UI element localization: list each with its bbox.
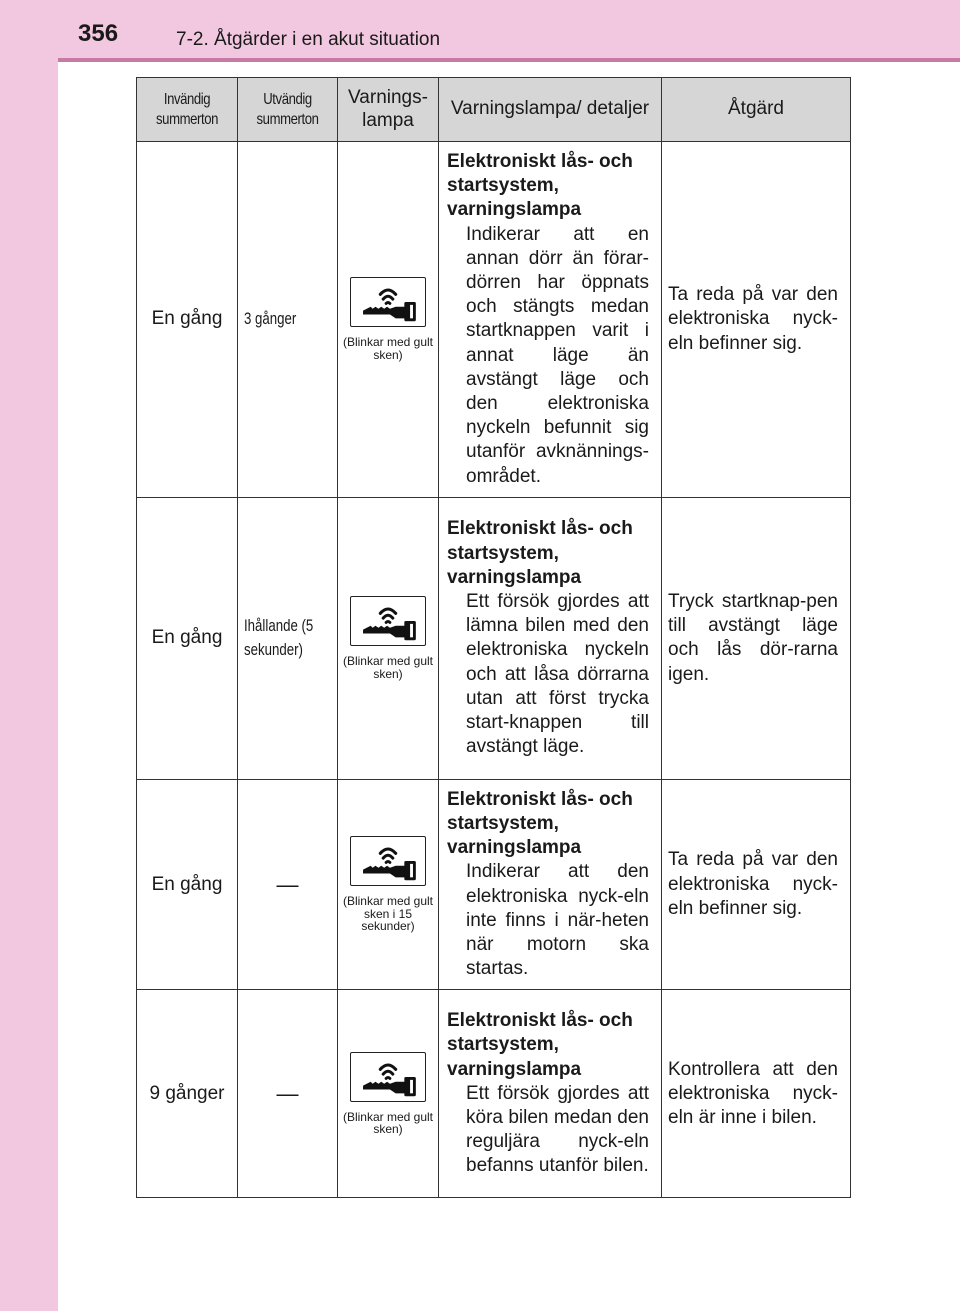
warning-light-cell (338, 990, 439, 1198)
external-buzzer-cell (238, 142, 338, 498)
external-buzzer-text: Ihållande (5 sekunder) (244, 616, 314, 660)
warning-light-cell (338, 779, 439, 990)
internal-buzzer-cell: En gång (137, 779, 238, 990)
header-external-buzzer: Utvändig summerton (238, 78, 338, 142)
detail-body: Indikerar att en annan dörr än förar-dörren har öppnats och stängts medan startknappen varit i annat läge än avstängt läge och den elektroniska nyckeln befunnit sig utanför avknännings-området. (466, 223, 649, 487)
internal-buzzer-cell: En gång (137, 497, 238, 779)
external-buzzer-cell (238, 990, 338, 1198)
table-row (137, 990, 851, 1198)
detail-title: Elektroniskt lås- och startsystem, varningslampa (447, 1010, 633, 1080)
smart-key-warning-icon (350, 277, 426, 327)
lamp-caption: (Blinkar med gult sken) (342, 654, 434, 681)
external-buzzer-text: 3 gånger (244, 309, 297, 329)
table-row (137, 497, 851, 779)
detail-title: Elektroniskt lås- och startsystem, varningslampa (447, 151, 633, 221)
action-cell: Ta reda på var den elektroniska nyck-eln befinner sig. (662, 779, 851, 990)
detail-body: Ett försök gjordes att köra bilen medan den reguljära nyck-eln befanns utanför bilen. (466, 1082, 649, 1177)
smart-key-warning-icon (350, 596, 426, 646)
detail-body: Ett försök gjordes att lämna bilen med den elektroniska nyckeln och att låsa dörrarna utan att först trycka start-knappen till avstängt läge. (466, 590, 649, 758)
detail-body: Indikerar att den elektroniska nyck-eln inte finns i när-heten när motorn ska startas. (466, 861, 649, 980)
header-action: Åtgärd (662, 78, 851, 142)
detail-title: Elektroniskt lås- och startsystem, varningslampa (447, 518, 633, 588)
lamp-caption: (Blinkar med gult sken i 15 sekunder) (342, 894, 434, 934)
external-buzzer-none: — (276, 1080, 299, 1106)
header-warning-light: Varnings-lampa (338, 78, 439, 142)
page-number: 356 (78, 20, 119, 47)
section-title: 7-2. Åtgärder i en akut situation (176, 29, 441, 50)
details-cell (439, 142, 662, 498)
table-row (137, 142, 851, 498)
internal-buzzer-cell: En gång (137, 142, 238, 498)
smart-key-warning-icon (350, 836, 426, 886)
action-cell: Tryck startknap-pen till avstängt läge och lås dör-rarna igen. (662, 497, 851, 779)
smart-key-warning-icon (350, 1052, 426, 1102)
detail-title: Elektroniskt lås- och startsystem, varningslampa (447, 788, 633, 859)
table-row (137, 779, 851, 990)
page-header-band (0, 0, 960, 58)
header-divider (58, 58, 960, 62)
external-buzzer-cell (238, 497, 338, 779)
table-header-row (137, 78, 851, 142)
header-details: Varningslampa/ detaljer (439, 78, 662, 142)
details-cell (439, 779, 662, 990)
header-internal-buzzer: Invändig summerton (137, 78, 238, 142)
action-cell: Ta reda på var den elektroniska nyck-eln befinner sig. (662, 142, 851, 498)
action-cell: Kontrollera att den elektroniska nyck-eln är inne i bilen. (662, 990, 851, 1198)
warning-light-cell (338, 142, 439, 498)
page-side-band (0, 0, 58, 1311)
details-cell (439, 990, 662, 1198)
details-cell (439, 497, 662, 779)
warning-light-cell (338, 497, 439, 779)
internal-buzzer-cell: 9 gånger (137, 990, 238, 1198)
external-buzzer-none: — (276, 871, 299, 897)
lamp-caption: (Blinkar med gult sken) (342, 335, 434, 362)
external-buzzer-cell (238, 779, 338, 990)
warning-table (136, 77, 851, 1198)
lamp-caption: (Blinkar med gult sken) (342, 1109, 434, 1137)
